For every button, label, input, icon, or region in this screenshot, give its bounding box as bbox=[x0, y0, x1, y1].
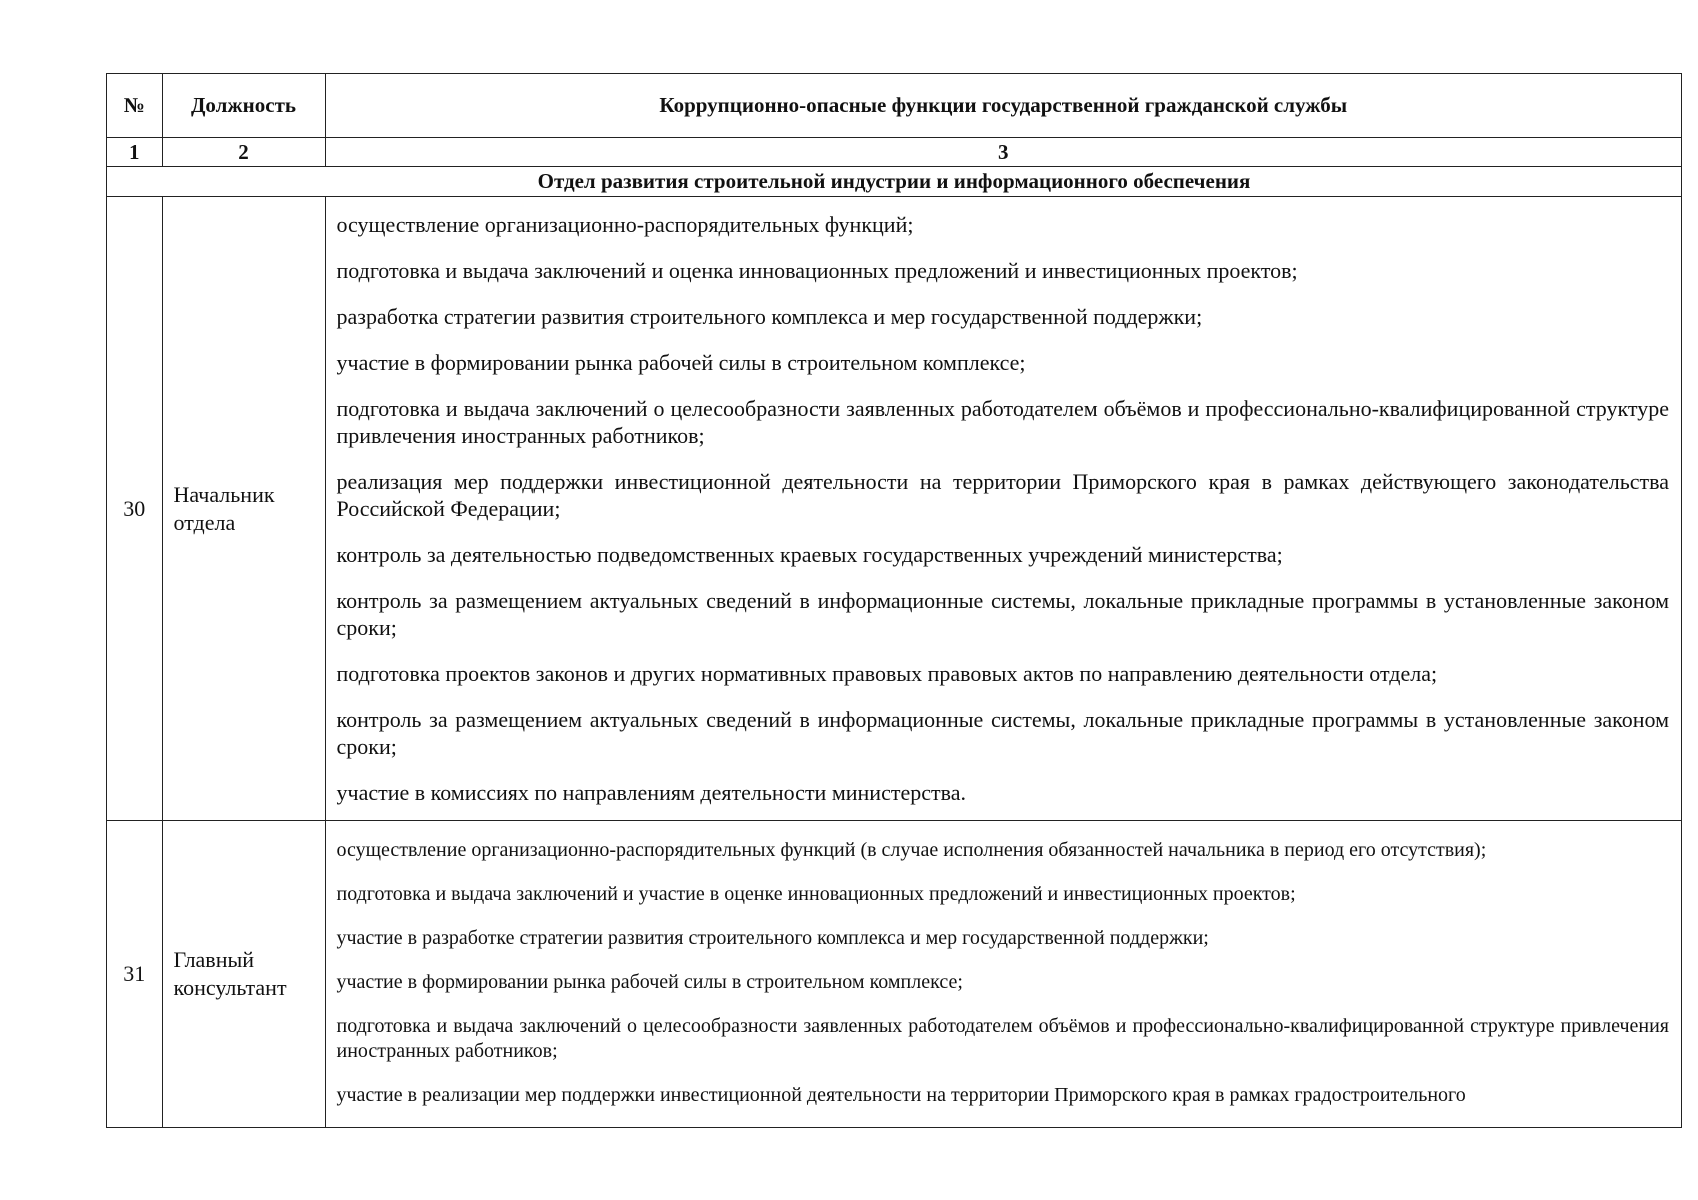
column-numbering-row bbox=[107, 138, 1681, 167]
header-position: Должность bbox=[162, 74, 325, 138]
function-item: участие в разработке стратегии развития строительного комплекса и мер государственной поддержки; bbox=[336, 927, 1209, 949]
table-row bbox=[107, 197, 1681, 821]
function-item: контроль за размещением актуальных сведений в информационные системы, локальные прикладные программы в установленные законом сроки; bbox=[336, 588, 1669, 640]
table-header-row bbox=[107, 74, 1681, 138]
column-number-1: 1 bbox=[107, 138, 162, 167]
functions-table-page bbox=[106, 73, 1682, 1128]
function-item: участие в формировании рынка рабочей силы в строительном комплексе; bbox=[336, 971, 963, 993]
table-row bbox=[107, 821, 1681, 1128]
row-number: 31 bbox=[107, 821, 162, 1128]
column-number-2: 2 bbox=[162, 138, 325, 167]
corruption-functions-table bbox=[107, 74, 1681, 1128]
function-item: контроль за размещением актуальных сведений в информационные системы, локальные прикладные программы в установленные законом сроки; bbox=[336, 707, 1669, 759]
position-title: Главный консультант bbox=[162, 821, 325, 1128]
function-item: подготовка и выдача заключений о целесообразности заявленных работодателем объёмов и профессионально-квалифицированной структуре привлечения иностранных работников; bbox=[336, 396, 1669, 448]
row-number: 30 bbox=[107, 197, 162, 821]
function-item: осуществление организационно-распорядительных функций (в случае исполнения обязанностей начальника в период его отсутствия); bbox=[336, 839, 1487, 861]
function-item: участие в комиссиях по направлениям деятельности министерства. bbox=[336, 780, 966, 805]
function-item: подготовка и выдача заключений и участие в оценке инновационных предложений и инвестиционных проектов; bbox=[336, 883, 1296, 905]
position-title: Начальник отдела bbox=[162, 197, 325, 821]
function-item: участие в реализации мер поддержки инвестиционной деятельности на территории Приморского края в рамках градостроительного bbox=[336, 1084, 1466, 1106]
function-item: подготовка и выдача заключений и оценка инновационных предложений и инвестиционных проектов; bbox=[336, 258, 1298, 283]
function-item: реализация мер поддержки инвестиционной деятельности на территории Приморского края в рамках действующего законодательства Российской Федерации; bbox=[336, 469, 1669, 521]
function-item: подготовка проектов законов и других нормативных правовых правовых актов по направлению деятельности отдела; bbox=[336, 661, 1438, 686]
function-item: подготовка и выдача заключений о целесообразности заявленных работодателем объёмов и профессионально-квалифицированной структуре привлечения иностранных работников; bbox=[336, 1015, 1669, 1062]
section-row bbox=[107, 167, 1681, 197]
function-item: контроль за деятельностью подведомственных краевых государственных учреждений министерства; bbox=[336, 542, 1283, 567]
functions-cell bbox=[325, 197, 1681, 821]
functions-cell bbox=[325, 821, 1681, 1128]
header-functions: Коррупционно-опасные функции государственной гражданской службы bbox=[325, 74, 1681, 138]
section-title: Отдел развития строительной индустрии и информационного обеспечения bbox=[107, 167, 1681, 197]
function-item: разработка стратегии развития строительного комплекса и мер государственной поддержки; bbox=[336, 304, 1203, 329]
function-item: участие в формировании рынка рабочей силы в строительном комплексе; bbox=[336, 350, 1026, 375]
function-item: осуществление организационно-распорядительных функций; bbox=[336, 212, 914, 237]
header-number: № bbox=[107, 74, 162, 138]
column-number-3: 3 bbox=[325, 138, 1681, 167]
